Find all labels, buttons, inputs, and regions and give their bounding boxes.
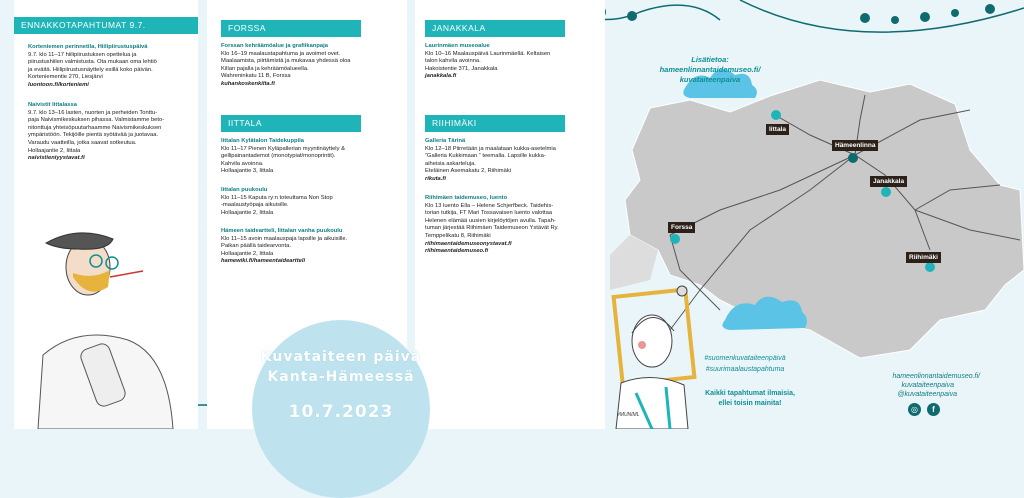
event-link[interactable]: luontoon.fi/korteniemi — [28, 81, 89, 88]
painter-illustration — [18, 225, 188, 429]
event-riihimaki-taidemuseo — [425, 195, 603, 256]
event-line: Killan pajalla ja kehräämöalueella. — [221, 65, 309, 72]
free-note-line1: Kaikki tapahtumat ilmaisia, — [705, 390, 795, 397]
header-ennakko: ENNAKKOTAPAHTUMAT 9.7. — [14, 17, 198, 34]
event-line: 9.7. klo 11–17 hiilipiirustuksen opettelua ja — [28, 51, 137, 58]
hashtag-2: #suurimaalaustapahtuma — [705, 366, 785, 373]
event-title: Naivistit Iittalassa — [28, 102, 77, 108]
event-line: talon kahvila avoinna. — [425, 58, 481, 65]
hashtag-1: #suomenkuvataiteenpäivä — [704, 355, 786, 362]
event-line: Klo 13 luento Ella – Helene Schjerfbeck. Taidehis- — [425, 202, 554, 209]
event-line: tuman järjestää Riihimäen Taidemuseon Ystävät Ry. — [425, 225, 559, 232]
event-title: Forssan kehräämöalue ja grafiikanpaja — [221, 43, 328, 49]
event-line: Varaudu vaatteilla, jotka saavat sotkeutua. — [28, 139, 137, 146]
event-line: Hakoistentie 371, Janakkala — [425, 65, 498, 72]
event-title: Korteniemen perinnetila, Hiilipiirustuspäivä — [28, 44, 148, 50]
event-link[interactable]: janakkala.fi — [425, 73, 457, 80]
event-line: Helenen elämää uusien kirjelöytöjen avulla. Tapah- — [425, 217, 556, 224]
event-line: Klo 12–18 Piirretään ja maalataan kukka-asetelmia — [425, 145, 556, 152]
header-janakkala: JANAKKALA — [425, 20, 565, 37]
event-line: 9.7. klo 13–16 lasten, nuorten ja perheiden Tonttu- — [28, 109, 158, 116]
event-line: Klo 11–15 Kaputa ry:n toteuttama Non Stop — [221, 194, 333, 201]
instagram-icon[interactable]: ◎ — [908, 403, 921, 416]
title-line2: Kanta-Hämeessä — [267, 369, 415, 385]
event-line: gellipainantademot (monotypiat/monoprintit). — [221, 153, 336, 160]
map-label-riihimaki: Riihimäki — [906, 252, 941, 263]
event-line: Klo 16–19 maalaustapahtuma ja avoimet ovet. — [221, 50, 341, 57]
event-line: Wahreninkatu 11 B, Forssa — [221, 73, 291, 80]
column-janakkala-riihimaki — [415, 0, 605, 429]
footer-link-line1[interactable]: hameenlinnantaidemuseo.fi/ — [892, 373, 980, 380]
event-line: Klo 10–16 Maalauspäivä Laurinmäellä. Keltaisen — [425, 50, 551, 57]
event-title: Iittalan puukoulu — [221, 187, 268, 193]
map-label-janakkala: Janakkala — [870, 176, 907, 187]
event-line: Hollaajantie 2, Iittala — [221, 250, 274, 257]
info-link-line1[interactable]: hameenlinnantaidemuseo.fi/ — [659, 65, 761, 74]
event-iittala-kylatalo — [221, 138, 401, 176]
event-link[interactable]: kuhankoskenkilta.fi — [221, 80, 275, 87]
event-link[interactable]: riihimaentaidemuseo.fi — [425, 248, 489, 255]
signature: #MUNIML — [617, 412, 640, 418]
event-link[interactable]: hamewiki.fi/hameentaideartteli — [221, 258, 306, 265]
event-link[interactable]: rikuta.fi — [425, 175, 446, 182]
header-riihimaki: RIIHIMÄKI — [425, 115, 565, 132]
event-title: Iittalan Kylätalon Taidekuppila — [221, 138, 304, 144]
event-line: “Galleria Kukkimaan ” teemalla. Lapsille kukka- — [425, 153, 546, 160]
footer-handle[interactable]: @kuvataiteenpaiva — [897, 391, 957, 398]
event-line: aiheisia askarteluja. — [425, 160, 476, 167]
event-title: Riihimäen taidemuseo, luento — [425, 195, 508, 201]
title-date: 10.7.2023 — [288, 402, 394, 422]
map-label-iittala: Iittala — [766, 124, 789, 135]
event-line: Kahvila avoinna. — [221, 160, 264, 167]
event-link[interactable]: naivistieniyystavat.fi — [28, 155, 85, 162]
event-line: paja Naivismikeskuksen pihassa. Valmistamme beto- — [28, 117, 165, 124]
event-line: Paikan päällä taidearvonta. — [221, 243, 291, 250]
event-hameen-taideartteli — [221, 228, 401, 266]
title-line1: Kuvataiteen päivä — [260, 349, 422, 365]
event-line: Maalaamista, piirtämistä ja mukavaa yhdessä oloa — [221, 58, 351, 65]
event-line: Klo 11–17 Pienen Kyläpallerian myyntinäyttely & — [221, 145, 345, 152]
event-iittala-puukoulu — [221, 187, 401, 217]
event-line: Temppelikatu 8, Riihimäki — [425, 232, 491, 239]
event-line: Hollaajantie 2, Iittala — [221, 209, 274, 216]
event-korteniemi — [28, 44, 196, 90]
event-line: ja eväitä. Hiilipiirustusnäyttely esillä koko päivän. — [28, 66, 153, 73]
event-line: piirustushiilen valmistusta. Ota mukaan oma lehtiö — [28, 59, 157, 66]
event-title: Galleria Tärinä — [425, 138, 466, 144]
event-link[interactable]: riihimaentaidemuseonystavat.fi — [425, 240, 512, 247]
event-line: torian tutkija, FT Mari Tossavaisen luento valottaa — [425, 210, 553, 217]
event-line: Hollaajantie 3, Iittala — [221, 168, 274, 175]
header-forssa: FORSSA — [221, 20, 361, 37]
event-line: Eteläinen Asemakatu 2, Riihimäki — [425, 168, 512, 175]
event-line: Klo 11–15 avoin maalauspaja lapsille ja aikuisille. — [221, 235, 348, 242]
event-line: ympäristöön. Tekijöille pientä syötävää ja juotavaa. — [28, 132, 159, 139]
facebook-icon[interactable]: f — [927, 403, 940, 416]
map-label-forssa: Forssa — [668, 222, 695, 233]
event-galleria-tarina — [425, 138, 603, 184]
event-line: Hollaajantie 2, Iittala — [28, 147, 81, 154]
event-title: Laurinmäen museoalue — [425, 43, 490, 49]
event-line: -maalaustyöpaja aikuisille. — [221, 202, 289, 209]
free-note-line2: ellei toisin mainita! — [718, 400, 782, 407]
info-link-line2[interactable]: kuvataiteenpaiva — [679, 75, 741, 84]
event-title: Hämeen taideartteli, Iittalan vanha puukoulu — [221, 228, 343, 234]
event-naivistit — [28, 102, 196, 163]
map-label-hameenlinna: Hämeenlinna — [832, 140, 878, 151]
event-laurinmaki — [425, 43, 603, 81]
info-label: Lisätietoa: — [691, 55, 729, 64]
footer-link-line2[interactable]: kuvataiteenpaiva — [901, 382, 954, 389]
event-line: Korteniementie 270, Liesjärvi — [28, 74, 103, 81]
event-line: nitonttuja yhteisöpuutarhaamme Naivismikeskuksen — [28, 124, 162, 131]
header-iittala: IITTALA — [221, 115, 361, 132]
column-ennakko — [14, 0, 198, 429]
event-forssa — [221, 43, 401, 89]
